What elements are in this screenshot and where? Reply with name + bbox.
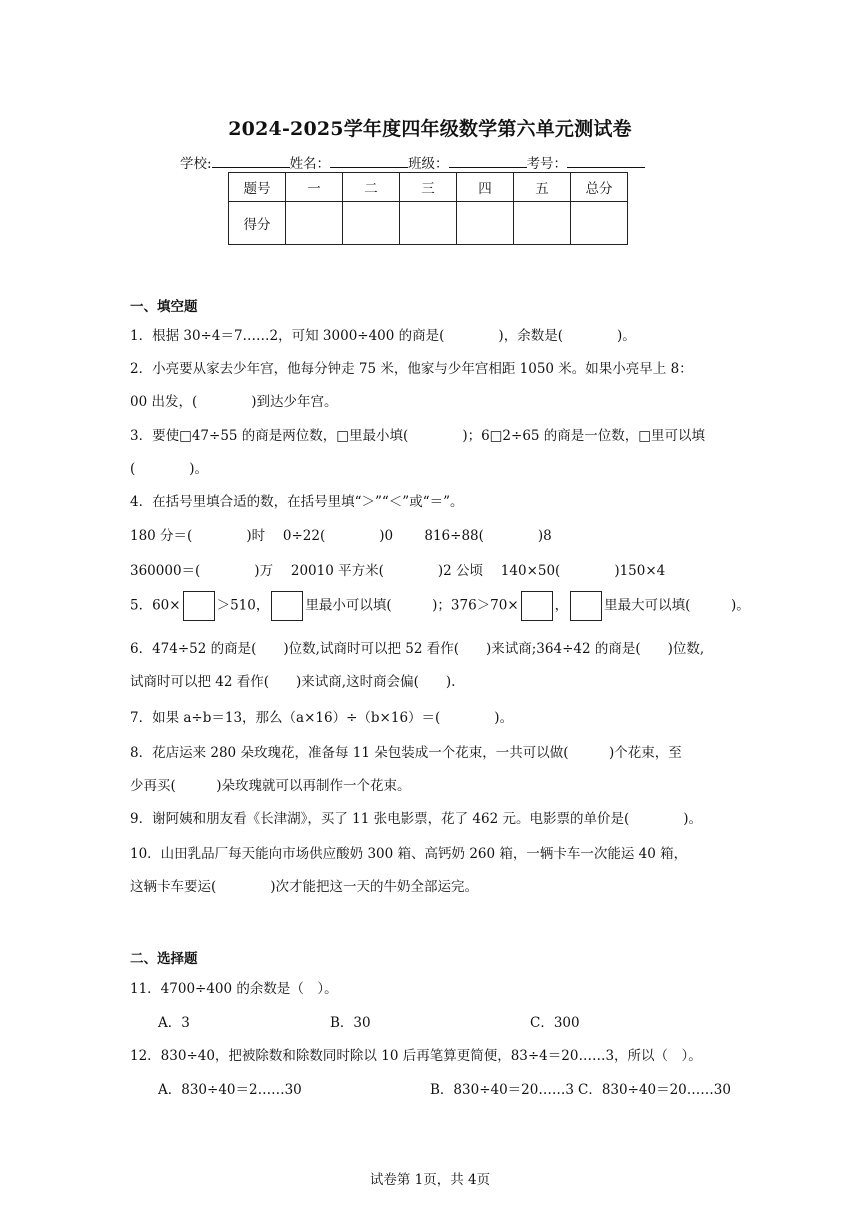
class-blank bbox=[449, 155, 527, 168]
question-line: 少再买( )朵玫瑰就可以再制作一个花束。 bbox=[130, 778, 411, 794]
question-line: 试商时可以把 42 看作( )来试商,这时商会偏( ). bbox=[130, 674, 456, 690]
score-header-cell: 五 bbox=[514, 173, 571, 202]
q5-part-e: 里最大可以填( )。 bbox=[604, 597, 750, 614]
score-row-label: 得分 bbox=[229, 202, 286, 245]
question-11-stem: 11．4700÷400 的余数是（ ）。 bbox=[130, 981, 338, 997]
answer-box bbox=[570, 591, 602, 621]
score-header-cell: 三 bbox=[400, 173, 457, 202]
option-a: A．3 bbox=[158, 1015, 190, 1031]
q5-part-c: 里最小可以填( )；376＞70× bbox=[305, 597, 519, 614]
q5-part-a: 5．60× bbox=[130, 597, 181, 614]
question-line: 10．山田乳品厂每天能向市场供应酸奶 300 箱、高钙奶 260 箱，一辆卡车一次能运 40 箱， bbox=[130, 846, 688, 862]
score-table-header-row bbox=[229, 173, 628, 202]
question-line: 360000＝( )万 20010 平方米( )2 公顷 140×50( )150×4 bbox=[130, 563, 666, 579]
question-12-stem: 12．830÷40，把被除数和除数同时除以 10 后再笔算更简便，83÷4＝20……3，所以（ ）。 bbox=[130, 1048, 702, 1064]
option-a: A．830÷40＝2……30 bbox=[158, 1082, 302, 1098]
score-cell bbox=[400, 202, 457, 245]
question-line: 4．在括号里填合适的数，在括号里填“＞”“＜”或“＝”。 bbox=[130, 494, 464, 510]
score-cell bbox=[286, 202, 343, 245]
score-cell bbox=[571, 202, 628, 245]
section-heading-fill-in: 一、填空题 bbox=[130, 299, 198, 315]
question-line: ( )。 bbox=[130, 461, 209, 477]
question-line: 9．谢阿姨和朋友看《长津湖》，买了 11 张电影票，花了 462 元。电影票的单价是( )。 bbox=[130, 811, 702, 827]
question-line: 00 出发，( )到达少年宫。 bbox=[130, 394, 338, 410]
class-label: 班级： bbox=[408, 156, 449, 172]
score-header-cell: 总分 bbox=[571, 173, 628, 202]
score-table-score-row bbox=[229, 202, 628, 245]
question-line: 1．根据 30÷4＝7……2，可知 3000÷400 的商是( )，余数是( )。 bbox=[130, 328, 636, 344]
student-info-line bbox=[180, 152, 645, 172]
school-blank bbox=[212, 155, 290, 168]
option-c: C．830÷40＝20……30 bbox=[578, 1082, 731, 1098]
score-cell bbox=[343, 202, 400, 245]
exam-title: 2024-2025学年度四年级数学第六单元测试卷 bbox=[228, 118, 632, 140]
score-cell bbox=[457, 202, 514, 245]
exam-number-label: 考号： bbox=[526, 156, 568, 172]
question-line: 2．小亮要从家去少年宫，他每分钟走 75 米，他家与少年宫相距 1050 米。如果小亮早上 8： bbox=[130, 361, 693, 377]
score-header-cell: 题号 bbox=[229, 173, 286, 202]
q5-part-d: ， bbox=[554, 597, 569, 614]
name-blank bbox=[330, 155, 408, 168]
option-c: C．300 bbox=[530, 1015, 580, 1031]
question-line: 180 分＝( )时 0÷22( )0 816÷88( )8 bbox=[130, 528, 552, 544]
option-b: B．30 bbox=[330, 1015, 371, 1031]
question-line: 8．花店运来 280 朵玫瑰花，准备每 11 朵包装成一个花束，一共可以做( )个花束，至 bbox=[130, 745, 682, 761]
school-label: 学校: bbox=[180, 156, 212, 172]
option-b: B．830÷40＝20……3 bbox=[430, 1082, 574, 1098]
answer-box bbox=[183, 591, 215, 621]
name-label: 姓名： bbox=[289, 156, 331, 172]
section-heading-multiple-choice: 二、选择题 bbox=[130, 951, 198, 967]
q5-part-b: ＞510， bbox=[216, 597, 270, 614]
question-line: 6．474÷52 的商是( )位数,试商时可以把 52 看作( )来试商;364÷42 的商是( )位数, bbox=[130, 641, 705, 657]
exam-number-blank bbox=[567, 155, 645, 168]
page-footer: 试卷第 1页，共 4页 bbox=[369, 1172, 491, 1188]
score-header-cell: 四 bbox=[457, 173, 514, 202]
score-header-cell: 一 bbox=[286, 173, 343, 202]
question-line: 3．要使□47÷55 的商是两位数，□里最小填( )；6□2÷65 的商是一位数，□里可以填 bbox=[130, 428, 706, 444]
question-5-line bbox=[130, 591, 750, 621]
question-line: 7．如果 a÷b＝13，那么（a×16）÷（b×16）＝( )。 bbox=[130, 710, 514, 726]
score-cell bbox=[514, 202, 571, 245]
score-header-cell: 二 bbox=[343, 173, 400, 202]
question-line: 这辆卡车要运( )次才能把这一天的牛奶全部运完。 bbox=[130, 879, 479, 895]
score-table bbox=[228, 172, 628, 245]
answer-box bbox=[521, 591, 553, 621]
answer-box bbox=[271, 591, 303, 621]
